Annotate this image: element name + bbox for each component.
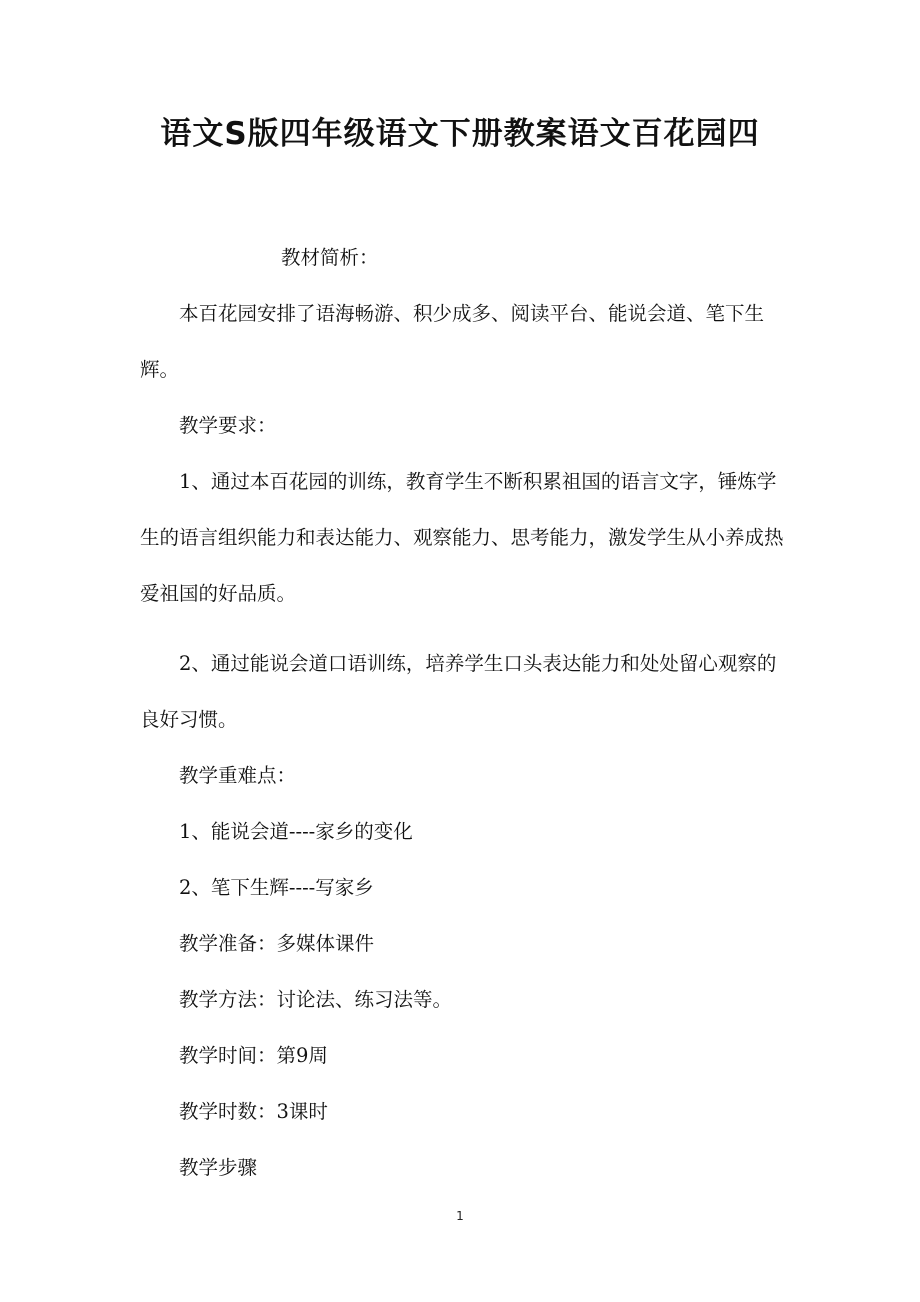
paragraph-method: 教学方法：讨论法、练习法等。 [179, 988, 453, 1011]
paragraph-requirements-heading: 教学要求： [179, 414, 277, 437]
paragraph-key-points-heading: 教学重难点： [179, 764, 297, 787]
paragraph-steps: 教学步骤 [179, 1156, 258, 1179]
paragraph-time: 教学时间：第9周 [179, 1044, 328, 1067]
page-number: 1 [456, 1209, 464, 1223]
document-title: 语文S版四年级语文下册教案语文百花园四 [160, 116, 760, 152]
paragraph-requirement-2: 2、通过能说会道口语训练，培养学生口头表达能力和处处留心观察的良好习惯。 [140, 652, 777, 731]
document-body [140, 244, 788, 1182]
paragraph-requirement-1: 1、通过本百花园的训练，教育学生不断积累祖国的语言文字，锤炼学生的语言组织能力和表达能力、观察能力、思考能力，激发学生从小养成热爱祖国的好品质。 [140, 470, 784, 605]
paragraph-preparation: 教学准备：多媒体课件 [179, 932, 375, 955]
paragraph-hours: 教学时数：3课时 [179, 1100, 328, 1123]
paragraph-materials: 本百花园安排了语海畅游、积少成多、阅读平台、能说会道、笔下生辉。 [140, 302, 765, 381]
paragraph-key-point-2: 2、笔下生辉----写家乡 [179, 876, 374, 899]
paragraph-materials-heading: 教材简析： [281, 246, 379, 269]
paragraph-key-point-1: 1、能说会道----家乡的变化 [179, 820, 413, 843]
